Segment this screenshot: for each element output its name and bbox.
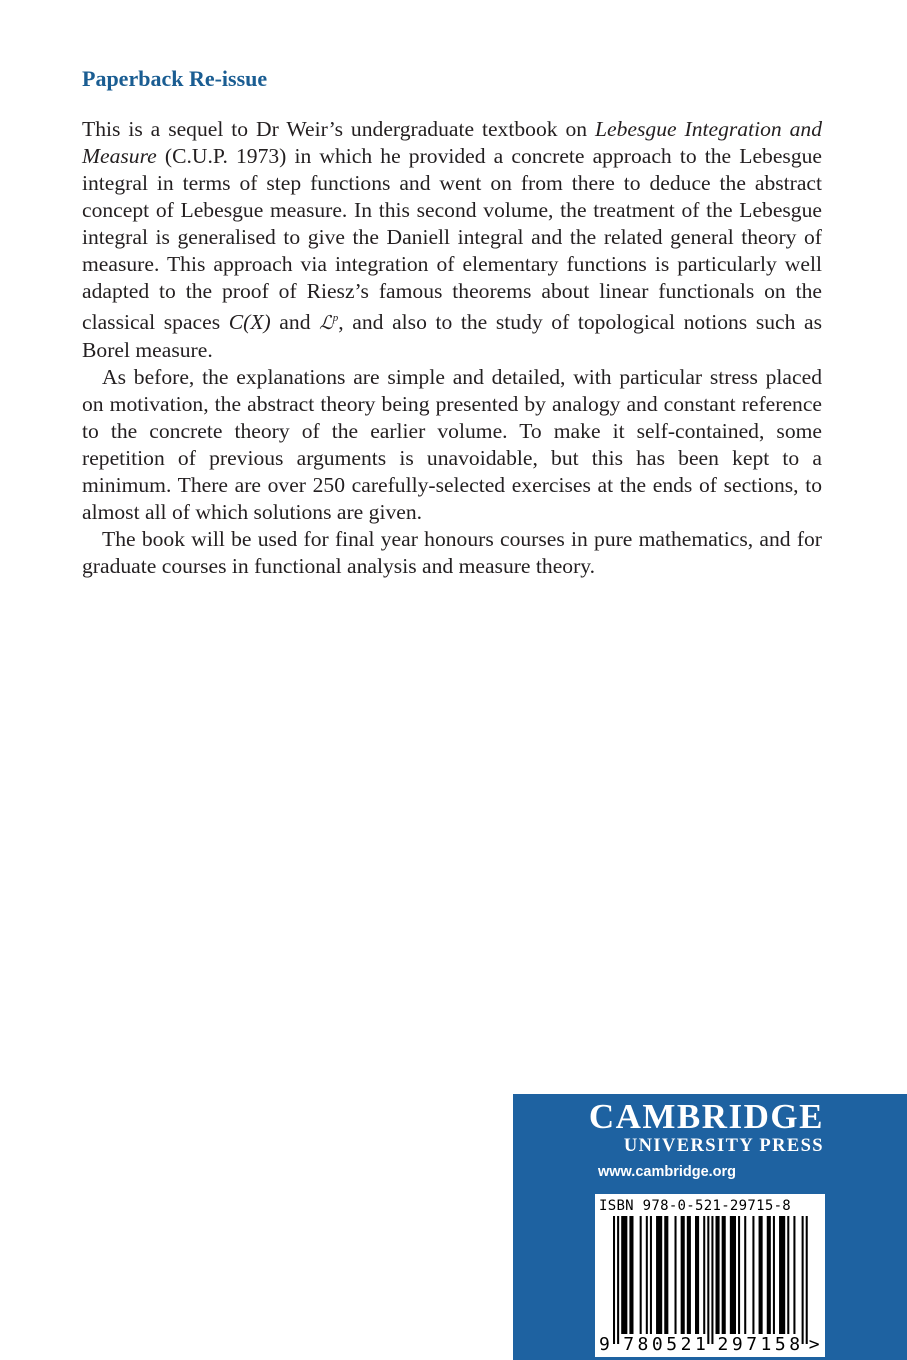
barcode-bar: [759, 1216, 763, 1334]
barcode-bar: [681, 1216, 685, 1334]
publisher-logo-name: CAMBRIDGE: [588, 1097, 824, 1136]
book-title-link-text: Lebesgue Integration and Measure: [82, 117, 822, 168]
barcode-digit: 8: [789, 1334, 801, 1355]
blurb-p1-text-1: This is a sequel to Dr Weir’s undergraduate textbook on: [82, 117, 596, 141]
publisher-url: www.cambridge.org: [598, 1164, 737, 1180]
blurb-text: [82, 116, 822, 580]
barcode-bar: [806, 1216, 808, 1344]
barcode-bar: [802, 1216, 804, 1344]
barcode-bar: [646, 1216, 648, 1334]
barcode-bar: [773, 1216, 775, 1334]
barcode-bar: [716, 1216, 720, 1334]
barcode-bar: [722, 1216, 726, 1334]
heading-paperback-reissue: Paperback Re-issue: [82, 66, 268, 91]
barcode-bar: [656, 1216, 662, 1334]
barcode-digit: 8: [637, 1334, 649, 1355]
isbn-barcode: [595, 1194, 825, 1357]
blurb-paragraph-3: The book will be used for final year honours courses in pure mathematics, and for graduate courses in functional analysis and measure theory.: [82, 527, 822, 579]
barcode-bar: [640, 1216, 642, 1334]
barcode-digit-lead: 9: [599, 1334, 610, 1355]
barcode-bar: [793, 1216, 795, 1334]
barcode-bar: [703, 1216, 705, 1334]
barcode-bar: [707, 1216, 709, 1344]
barcode-bar: [629, 1216, 633, 1334]
barcode-quiet-zone-marker: >: [808, 1334, 820, 1355]
space-lp-script: ℒ: [319, 312, 333, 335]
barcode-bar: [664, 1216, 668, 1334]
space-cx: C(X): [228, 310, 271, 335]
publisher-logo-subtitle: UNIVERSITY PRESS: [623, 1136, 824, 1156]
barcode-bar: [779, 1216, 785, 1334]
blurb-paragraph-2: As before, the explanations are simple and detailed, with particular stress placed on motivation, the abstract theory being presented by analogy and constant reference to the concrete theory of the earlier volume. To make it self-contained, some repetition of previous arguments is unavoidable, but this has been kept to a minimum. There are over 250 carefully-selected exercises at the ends of sections, to almost all of which solutions are given.: [82, 365, 822, 525]
barcode-bar: [787, 1216, 789, 1334]
barcode-bar: [613, 1216, 615, 1344]
barcode-digit: 2: [680, 1334, 692, 1355]
space-lp-superscript: p: [332, 312, 339, 324]
barcode-bar: [650, 1216, 652, 1334]
barcode-bar: [767, 1216, 771, 1334]
barcode-bar: [744, 1216, 746, 1334]
blurb-paragraph-1: [82, 116, 822, 364]
barcode-bars: [595, 1194, 825, 1357]
barcode-bar: [711, 1216, 713, 1344]
barcode-bar: [738, 1216, 740, 1334]
barcode-digit: 9: [731, 1334, 743, 1355]
barcode-bar: [687, 1216, 691, 1334]
blurb-p1-text-4: , and also to the study of topological notions such as Borel measure.: [82, 310, 822, 363]
isbn-label: ISBN 978-0-521-29715-8: [599, 1198, 792, 1214]
barcode-bar: [752, 1216, 754, 1334]
barcode-digit: 0: [651, 1334, 663, 1355]
barcode-digit: 5: [666, 1334, 678, 1355]
blurb-p1-text-2: (C.U.P. 1973) in which he provided a concrete approach to the Lebesgue integral in terms of step functions and went on from there to deduce the abstract concept of Lebesgue measure. In this second volume, the treatment of the Lebesgue integral is generalised to give the Daniell integral and the related general theory of measure. This approach via integration of elementary functions is particularly well adapted to the proof of Riesz’s famous theorems about linear functionals on the classical spaces: [82, 144, 822, 335]
barcode-digit: 7: [623, 1334, 635, 1355]
barcode-bar: [675, 1216, 677, 1334]
barcode-digits: [595, 1334, 825, 1356]
barcode-digit: 7: [746, 1334, 758, 1355]
barcode-bar: [621, 1216, 627, 1334]
barcode-digit: 5: [774, 1334, 786, 1355]
barcode-bar: [617, 1216, 619, 1344]
barcode-digit: 1: [694, 1334, 706, 1355]
barcode-bar: [730, 1216, 736, 1334]
barcode-digit: 2: [717, 1334, 729, 1355]
publisher-panel: [513, 1094, 907, 1360]
blurb-p1-text-3: and: [270, 310, 320, 335]
barcode-digit: 1: [760, 1334, 772, 1355]
barcode-bar: [695, 1216, 699, 1334]
